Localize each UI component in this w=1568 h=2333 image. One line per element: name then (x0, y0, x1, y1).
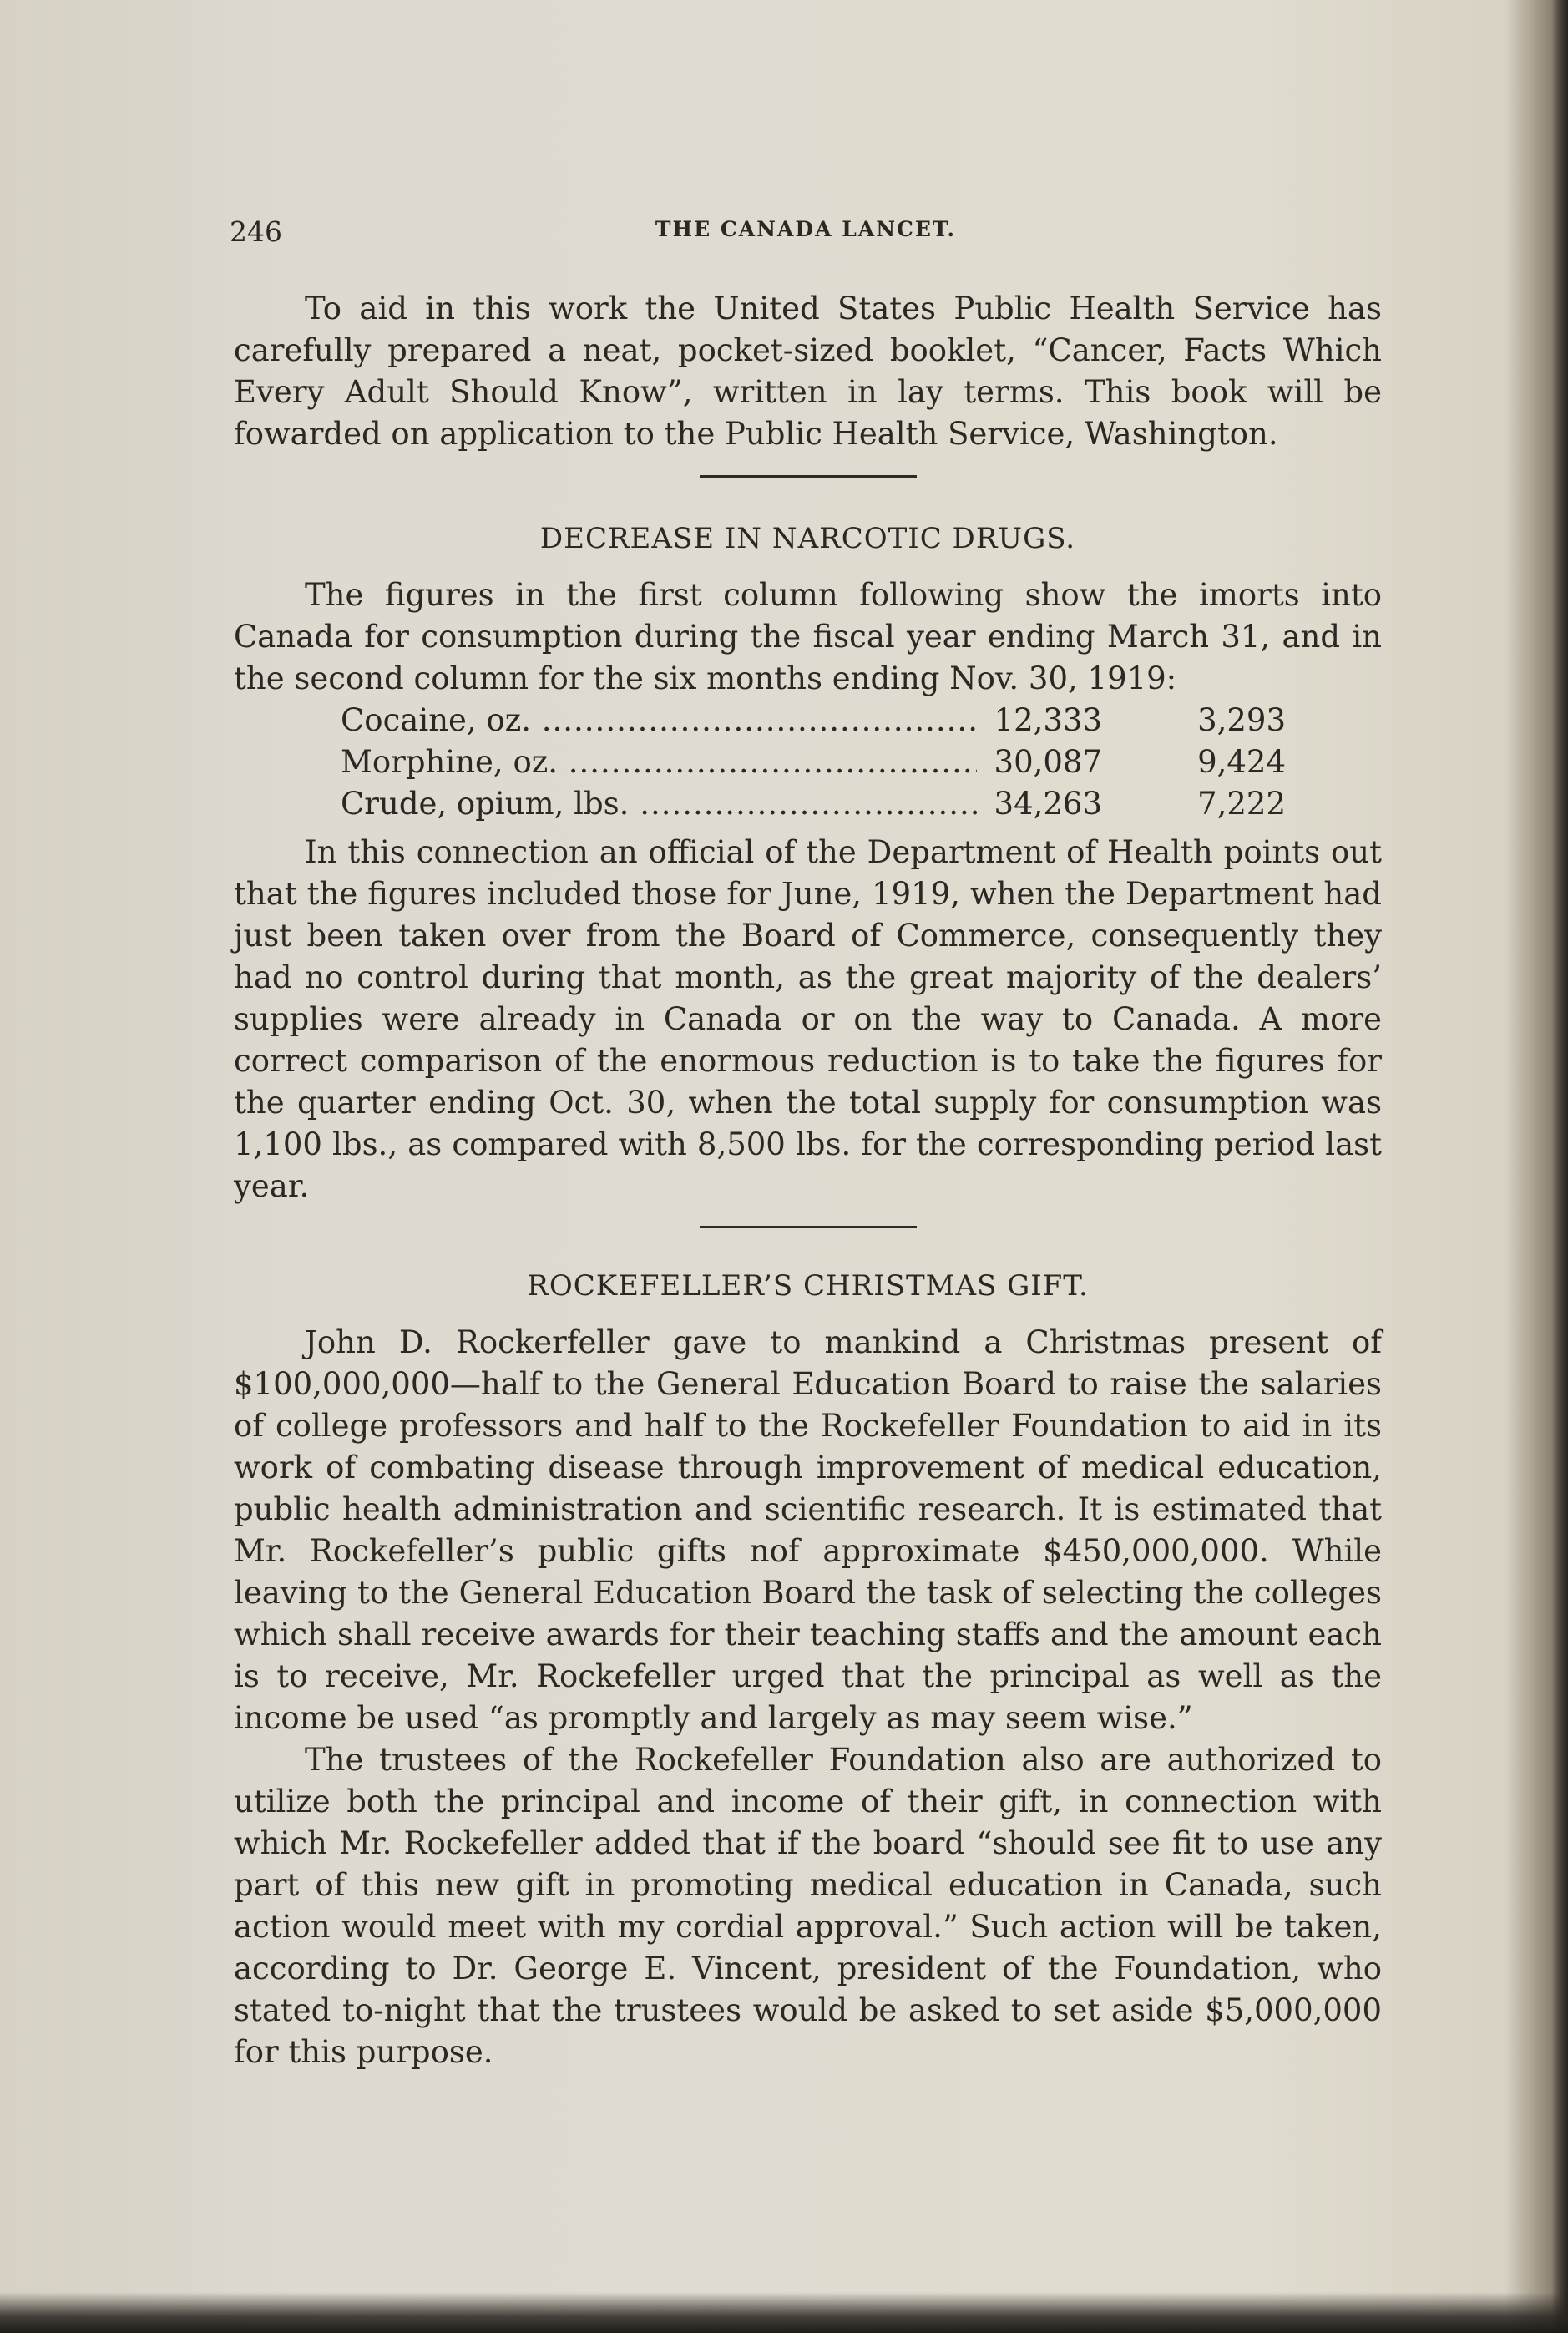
running-head: THE CANADA LANCET. (655, 217, 957, 241)
narcotics-paragraph: In this connection an official of the Department of Health points out that the figures included those for June, 1919, when the Department had just been taken over from the Board of Commerce, consequently they had no control during that month, as the great majority of the dealers’ supplies were already in Canada or on the way to Canada. A more correct comparison of the enormous reduction is to take the figures for the quarter ending Oct. 30, when the total supply for consumption was 1,100 lbs., as compared with 8,500 lbs. for the corresponding period last year. (234, 834, 1382, 1204)
six-month-value: 9,424 (1197, 744, 1286, 780)
fiscal-year-value: 12,333 (994, 702, 1102, 738)
table-row (234, 741, 1382, 783)
six-month-value: 3,293 (1197, 702, 1286, 738)
fiscal-year-value: 30,087 (994, 744, 1102, 780)
rockefeller-paragraph-2: The trustees of the Rockefeller Foundation also are authorized to utilize both the principal and income of their gift, in connection with which Mr. Rockefeller added that if the board “should see fit to use any part of this new gift in promoting medical education in Canada, such action would meet with my cordial approval.” Such action will be taken, according to Dr. George E. Vincent, president of the Foundation, who stated to-night that the trustees would be asked to set aside $5,000,000 for this purpose. (234, 1742, 1382, 2070)
row-label: Crude, opium, lbs. ..... (341, 783, 977, 825)
fiscal-year-value: 34,263 (994, 786, 1102, 822)
six-month-value: 7,222 (1197, 786, 1286, 822)
page-header (230, 215, 1382, 249)
table-row (234, 783, 1382, 825)
narcotics-table (234, 700, 1382, 825)
row-label: Cocaine, oz. ..... (341, 700, 977, 741)
row-label: Morphine, oz. ..... (341, 741, 977, 783)
narcotics-section-title: DECREASE IN NARCOTIC DRUGS. (539, 522, 1076, 555)
bottom-edge-shadow (0, 2292, 1568, 2333)
narcotics-intro-paragraph: The figures in the first column following show the imorts into Canada for consumption during the fiscal year ending March 31, and in the second column for the six months ending Nov. 30, 1919: (234, 577, 1382, 696)
intro-paragraph: To aid in this work the United States Public Health Service has carefully prepared a neat, pocket-sized booklet, “Cancer, Facts Which Every Adult Should Know”, written in lay terms. This book will be fowarded on application to the Public Health Service, Washington. (234, 291, 1382, 452)
section-divider (700, 1226, 917, 1228)
page-number: 246 (230, 215, 282, 248)
rockefeller-paragraph-1: John D. Rockerfeller gave to mankind a Christmas present of $100,000,000—half to the General Education Board to raise the salaries of college professors and half to the Rockefeller Foundation to aid in its work of combating disease through improvement of medical education, public health administration and scientific research. It is estimated that Mr. Rockefeller’s public gifts nof approximate $450,000,000. While leaving to the General Education Board the task of selecting the colleges which shall receive awards for their teaching staffs and the amount each is to receive, Mr. Rockefeller urged that the principal as well as the income be used “as promptly and largely as may seem wise.” (234, 1324, 1382, 1736)
section-divider (700, 475, 917, 478)
binding-edge-shadow (1551, 0, 1568, 2333)
article-body (234, 288, 1382, 2073)
rockefeller-section-title: ROCKEFELLER’S CHRISTMAS GIFT. (527, 1269, 1089, 1303)
table-row (234, 700, 1382, 741)
